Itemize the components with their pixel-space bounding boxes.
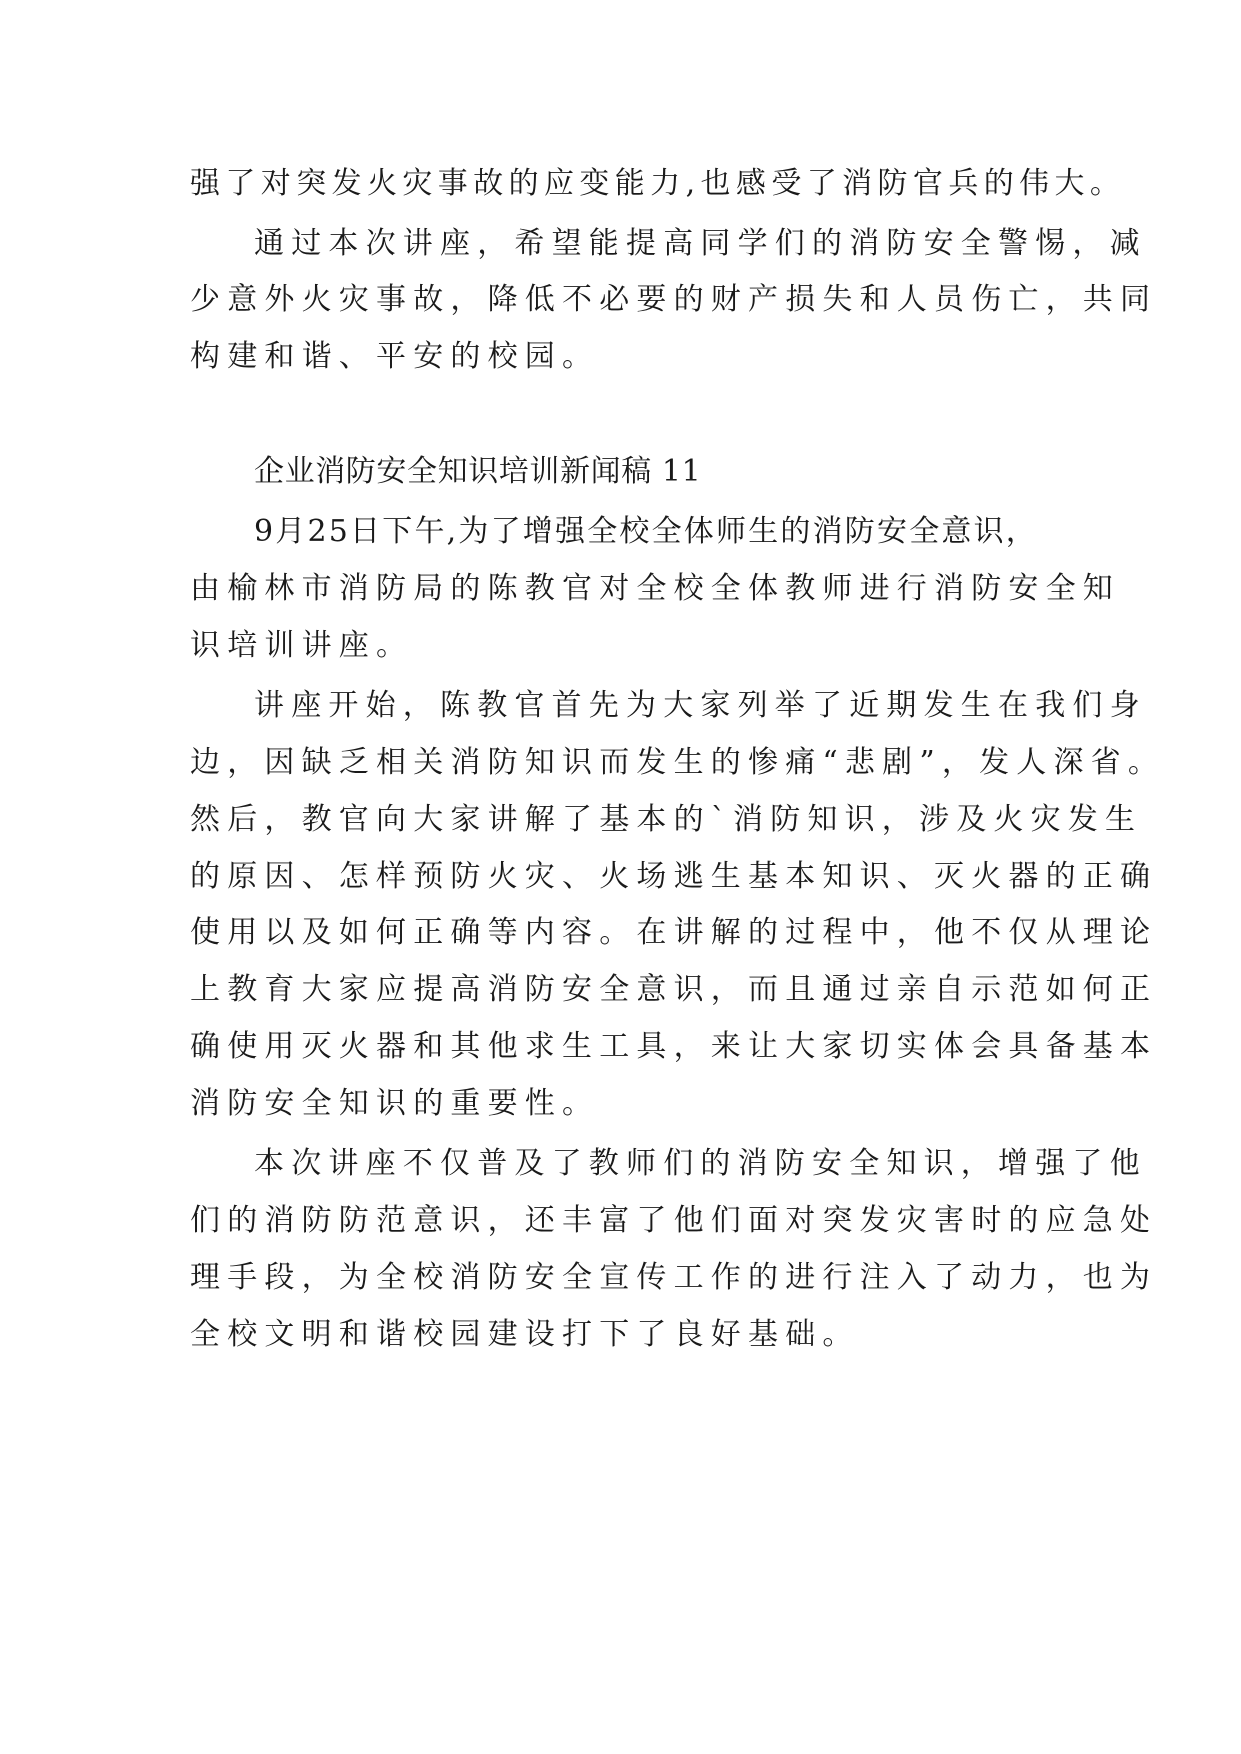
paragraph-line: 全校文明和谐校园建设打下了良好基础。 xyxy=(190,1317,860,1352)
paragraph-line: 通过本次讲座，希望能提高同学们的消防安全警惕，减 xyxy=(254,226,1147,261)
paragraph-line: 边，因缺乏相关消防知识而发生的惨痛“悲剧”，发人深省。 xyxy=(190,745,1166,780)
paragraph-line: 的原因、怎样预防火灾、火场逃生基本知识、灭火器的正确 xyxy=(190,859,1158,894)
paragraph-line: 然后，教官向大家讲解了基本的`消防知识，涉及火灾发生 xyxy=(190,802,1143,837)
paragraph-line: 们的消防防范意识，还丰富了他们面对突发灾害时的应急处 xyxy=(190,1203,1158,1238)
paragraph-line: 本次讲座不仅普及了教师们的消防安全知识，增强了他 xyxy=(254,1146,1147,1181)
article-title: 企业消防安全知识培训新闻稿 11 xyxy=(254,454,702,489)
paragraph-line: 构建和谐、平安的校园。 xyxy=(190,339,600,374)
paragraph-line: 讲座开始，陈教官首先为大家列举了近期发生在我们身 xyxy=(254,688,1147,723)
paragraph-line: 9月25日下午,为了增强全校全体师生的消防安全意识， xyxy=(254,514,1038,549)
paragraph-line: 由榆林市消防局的陈教官对全校全体教师进行消防安全知 xyxy=(190,571,1120,606)
paragraph-line: 强了对突发火灾事故的应变能力,也感受了消防官兵的伟大。 xyxy=(190,166,1126,201)
paragraph-line: 理手段，为全校消防安全宣传工作的进行注入了动力，也为 xyxy=(190,1260,1158,1295)
paragraph-line: 确使用灭火器和其他求生工具，来让大家切实体会具备基本 xyxy=(190,1029,1158,1064)
paragraph-line: 识培训讲座。 xyxy=(190,628,414,663)
paragraph-line: 消防安全知识的重要性。 xyxy=(190,1086,600,1121)
paragraph-line: 使用以及如何正确等内容。在讲解的过程中，他不仅从理论 xyxy=(190,915,1158,950)
paragraph-line: 少意外火灾事故，降低不必要的财产损失和人员伤亡，共同 xyxy=(190,282,1158,317)
paragraph-line: 上教育大家应提高消防安全意识，而且通过亲自示范如何正 xyxy=(190,972,1158,1007)
